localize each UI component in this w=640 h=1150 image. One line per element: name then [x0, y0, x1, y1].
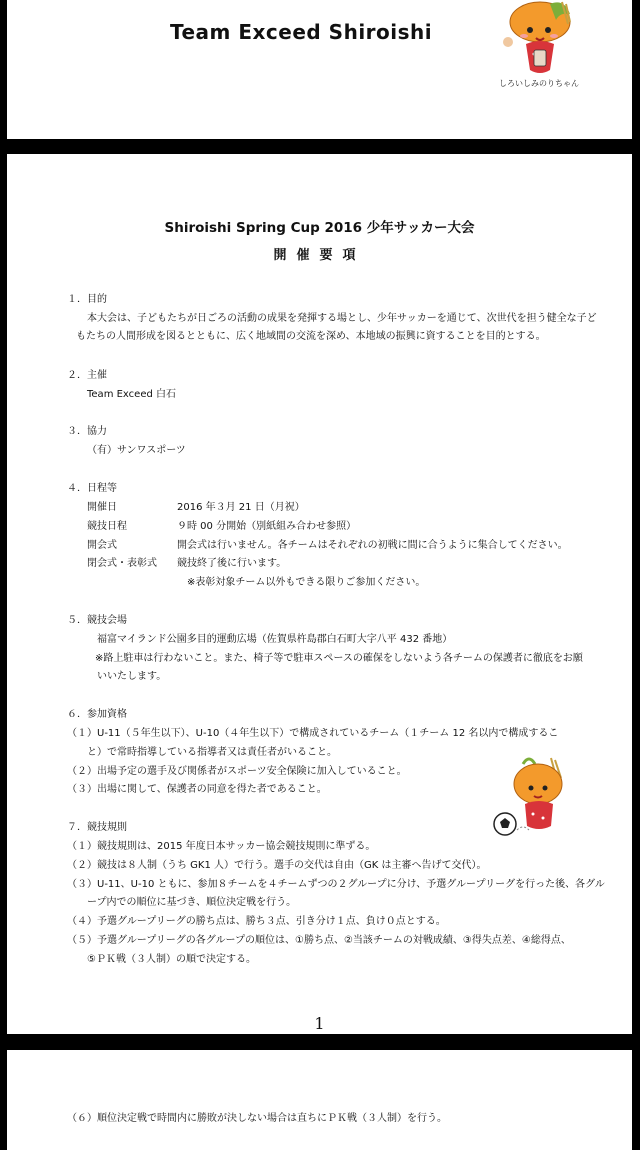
document-page	[7, 154, 632, 1034]
mascot-icon	[490, 0, 590, 84]
section-heading: ５．競技会場	[67, 615, 127, 626]
section-heading: ７．競技規則	[67, 822, 127, 833]
section-heading: ４．日程等	[67, 483, 117, 494]
section-heading: １．目的	[67, 294, 107, 305]
list-item-cont: ープ内での順位に基づき、順位決定戦を行う。	[87, 897, 297, 908]
schedule-value: 2016 年３月 21 日（月祝）	[177, 502, 305, 513]
body-text: もたちの人間形成を図るとともに、広く地域間の交流を深め、本地域の振興に資することを目的とする。	[76, 331, 546, 342]
schedule-label: 競技日程	[87, 521, 127, 532]
list-item: （１）U-11（５年生以下）、U-10（４年生以下）で構成されているチーム（１チーム 12 名以内で構成するこ	[67, 728, 559, 739]
list-item-cont: と）で常時指導している指導者又は責任者がいること。	[87, 747, 337, 758]
list-item: （２）出場予定の選手及び関係者がスポーツ安全保険に加入していること。	[67, 766, 407, 777]
mascot-soccer-icon	[483, 754, 583, 848]
section-heading: ３．協力	[67, 426, 107, 437]
schedule-label: 開会式	[87, 540, 117, 551]
next-page	[7, 1050, 632, 1150]
header-page	[7, 0, 632, 139]
body-text: いいたします。	[97, 671, 167, 682]
body-text: 本大会は、子どもたちが日ごろの活動の成果を発揮する場とし、少年サッカーを通じて、次世代を担う健全な子ど	[87, 313, 597, 324]
list-item: （５）予選グループリーグの各グループの順位は、①勝ち点、②当該チームの対戦成績、③得失点差、④総得点、	[67, 935, 571, 946]
body-text: 福富マイランド公園多目的運動広場（佐賀県杵島郡白石町大字八平 432 番地）	[97, 634, 453, 645]
list-item: （１）競技規則は、2015 年度日本サッカー協会競技規則に準ずる。	[67, 841, 376, 852]
list-item: （３）U-11、U-10 ともに、参加８チームを４チームずつの２グループに分け、予選グループリーグを行った後、各グル	[67, 879, 605, 890]
document-subtitle: 開催要項	[273, 248, 366, 263]
section-heading: ２．主催	[67, 370, 107, 381]
schedule-note: ※表彰対象チーム以外もできる限りご参加ください。	[187, 577, 426, 588]
list-item: （２）競技は８人制（うち GK1 人）で行う。選手の交代は自由（GK は主審へ告げて交代）。	[67, 860, 487, 871]
list-item: （３）出場に関して、保護者の同意を得た者であること。	[67, 784, 327, 795]
body-text: Team Exceed 白石	[87, 389, 176, 400]
document-title: Shiroishi Spring Cup 2016 少年サッカー大会	[164, 220, 475, 236]
schedule-value: 開会式は行いません。各チームはそれぞれの初戦に間に合うように集合してください。	[177, 540, 568, 551]
page-number: 1	[314, 1014, 325, 1033]
schedule-value: ９時 00 分開始（別紙組み合わせ参照）	[177, 521, 357, 532]
team-title: Team Exceed Shiroishi	[170, 20, 433, 44]
mascot-caption: しろいしみのりちゃん	[499, 79, 579, 88]
list-item: （４）予選グループリーグの勝ち点は、勝ち３点、引き分け１点、負け０点とする。	[67, 916, 446, 927]
schedule-value: 競技終了後に行います。	[177, 558, 287, 569]
section-heading: ６．参加資格	[67, 709, 127, 720]
list-item: （６）順位決定戦で時間内に勝敗が決しない場合は直ちにＰＫ戦（３人制）を行う。	[67, 1113, 447, 1124]
list-item-cont: ⑤ＰＫ戦（３人制）の順で決定する。	[87, 954, 256, 965]
body-text: （有）サンワスポーツ	[87, 445, 186, 456]
schedule-label: 開催日	[87, 502, 117, 513]
schedule-label: 閉会式・表彰式	[87, 558, 157, 569]
body-text: ※路上駐車は行わないこと。また、椅子等で駐車スペースの確保をしないよう各チームの保護者に徹底をお願	[95, 653, 583, 664]
